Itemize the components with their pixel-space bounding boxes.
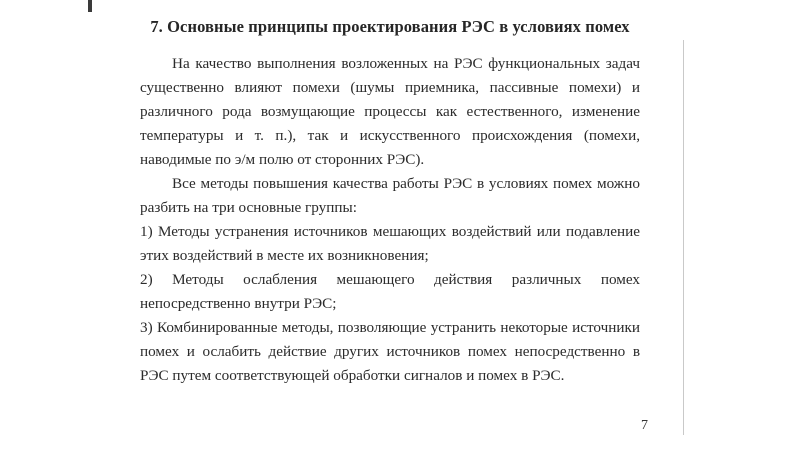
list-item-method-3: 3) Комбинированные методы, позволяющие устранить некоторые источники помех и ослабить действие других источников помех непосредственно в РЭС путем соответствующей обработки сигналов и помех в РЭС. (140, 319, 640, 384)
list-item-method-2: 2) Методы ослабления мешающего действия различных помех непосредственно внутри РЭС; (140, 271, 640, 312)
document-body (140, 52, 640, 388)
list-item-method-1: 1) Методы устранения источников мешающих воздействий или подавление этих воздействий в месте их возникновения; (140, 223, 640, 264)
scan-edge-mark (88, 0, 92, 12)
section-heading: 7. Основные принципы проектирования РЭС в условиях помех (150, 17, 630, 36)
scan-margin-line (683, 40, 684, 435)
page-number: 7 (641, 418, 648, 433)
paragraph-intro: На качество выполнения возложенных на РЭС функциональных задач существенно влияют помехи (шумы приемника, пассивные помехи) и различного рода возмущающие процессы как естественного, изменение температуры и т. п.), так и искусственного происхождения (помехи, наводимые по э/м полю от сторонних РЭС). (140, 55, 640, 168)
document-page (140, 16, 640, 388)
paragraph-methods-groups: Все методы повышения качества работы РЭС в условиях помех можно разбить на три основные группы: (140, 175, 640, 216)
